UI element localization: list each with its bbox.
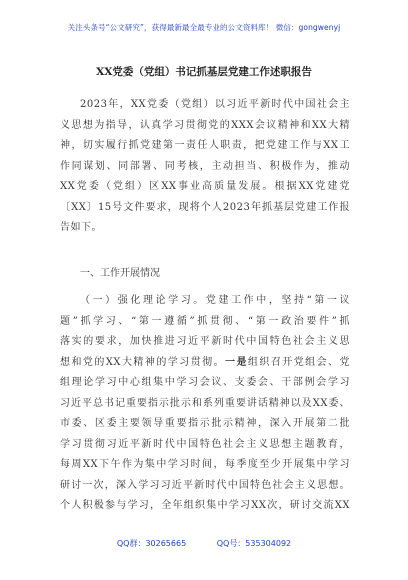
section-line: 个人积极参与学习，全年组织集中学习XX次，研讨交流XX xyxy=(60,500,350,511)
document-title: XX党委（党组）书记抓基层党建工作述职报告 xyxy=(96,66,312,78)
footer-contact xyxy=(0,538,408,549)
intro-line: 神，切实履行抓党建第一责任人职责，把党建工作与XX工 xyxy=(60,140,350,151)
section-line: 研讨一次，深入学习习近平新时代中国特色社会主义思想。 xyxy=(60,479,350,491)
section-line: 组理论学习中心组集中学习会议、支委会、干部例会学习 xyxy=(60,377,350,388)
section-line: 习近平总书记重要指示批示和系列重要讲话精神以及XX委、 xyxy=(60,397,350,409)
section-line: 题”抓学习、“第一遵循”抓贯彻、“第一政治要件”抓 xyxy=(60,315,350,327)
footer-qq-group: QQ群：30265665 xyxy=(116,539,187,548)
intro-line: 告如下。 xyxy=(60,222,102,233)
footer-qq-number: QQ号：535304092 xyxy=(216,539,292,548)
header-promo-note: 关注头条号“公文研究”，获得最新最全最专业的公文资料库！ 微信：gongwenyj xyxy=(67,23,341,32)
section-line: 学习贯彻习近平新时代中国特色社会主义思想主题教育， xyxy=(60,438,350,450)
intro-line: 〔XX〕15号文件要求，现将个人2023年抓基层党建工作报 xyxy=(60,201,350,213)
intro-line: 作同谋划、同部署、同考核，主动担当、积极作为，推动 xyxy=(60,160,350,172)
intro-line: XX党委（党组）区XX事业高质量发展。根据XX党建党 xyxy=(60,181,350,192)
intro-line: 2023年，XX党委（党组）以习近平新时代中国社会主 xyxy=(80,99,350,110)
section-line: 落实的要求，加快推进习近平新时代中国特色社会主义思 xyxy=(60,336,350,347)
section-line: 市委、区委主要领导重要指示批示精神，深入开展第二批 xyxy=(60,418,350,429)
section-paragraph xyxy=(60,291,350,517)
section-line-with-bold xyxy=(60,353,350,374)
intro-line: 义思想为指导，认真学习贯彻党的XXX会议精神和XX大精 xyxy=(60,119,350,131)
section-line-text: 组织召开党组会、党 xyxy=(247,356,350,368)
section-line-text: 想和党的XX大精神的学习贯彻。 xyxy=(60,356,226,368)
section-heading: 一、工作开展情况 xyxy=(80,268,160,279)
section-line: 每周XX下午作为集中学习时间，每季度至少开展集中学习 xyxy=(60,459,350,470)
intro-paragraph xyxy=(60,95,350,239)
section-line: （一）强化理论学习。党建工作中，坚持“第一议 xyxy=(80,295,350,306)
bold-phrase: 一是 xyxy=(225,356,248,368)
